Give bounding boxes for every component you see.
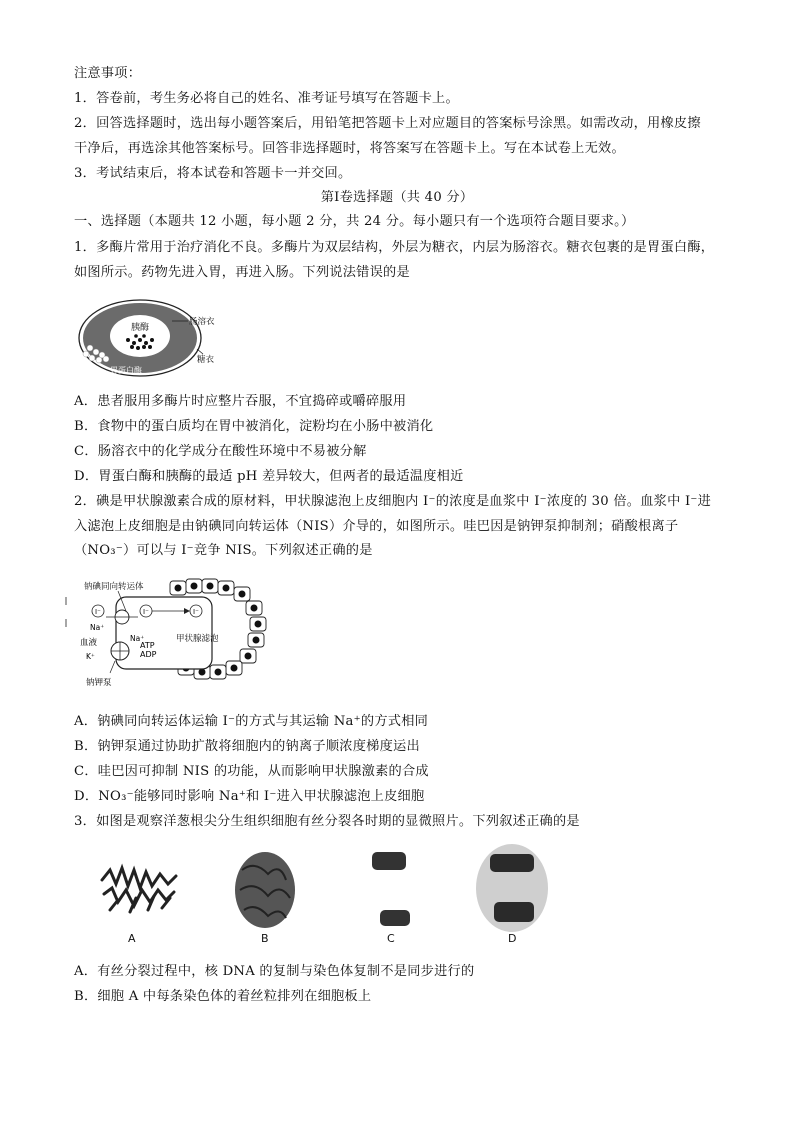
q2-option-d: D．NO₃⁻能够同时影响 Na⁺和 I⁻进入甲状腺滤泡上皮细胞 xyxy=(74,789,425,804)
micrograph-a xyxy=(102,868,176,912)
notice-item-2: 2．回答选择题时，选出每小题答案后，用铅笔把答题卡上对应题目的答案标号涂黑。如需改动，用橡皮擦 xyxy=(74,116,701,131)
iodide-blood-text: I⁻ xyxy=(95,608,101,616)
notice-title: 注意事项： xyxy=(74,66,142,81)
micrograph-c-top xyxy=(372,852,406,870)
micrograph-d-label: D xyxy=(508,932,517,945)
pancreatin-label: 胰酶 xyxy=(131,323,150,333)
micrograph-d-bottom xyxy=(494,902,534,922)
sodium-label-pump: Na⁺ xyxy=(130,634,145,643)
q2-stem-2: 入滤泡上皮细胞是由钠碘同向转运体（NIS）介导的，如图所示。哇巴因是钠钾泵抑制剂；硝酸根离子 xyxy=(74,519,679,534)
part1-title: 第Ⅰ卷选择题（共 40 分） xyxy=(320,190,474,205)
sugar-coat-label: 糖衣 xyxy=(197,355,215,365)
q1-option-c: C．肠溶衣中的化学成分在酸性环境中不易被分解 xyxy=(74,444,367,459)
q2-follicle-figure xyxy=(60,575,270,695)
q2-option-a: A．钠碘同向转运体运输 I⁻的方式与其运输 Na⁺的方式相同 xyxy=(74,714,429,729)
nis-label: 钠碘同向转运体 xyxy=(84,582,144,592)
micrograph-a-label: A xyxy=(128,932,136,945)
iodide-follicle-text: I⁻ xyxy=(193,608,199,616)
blood-label: 血液 xyxy=(80,638,98,648)
inner-core xyxy=(110,315,170,357)
notice-item-1: 1．答卷前，考生务必将自己的姓名、准考证号填写在答题卡上。 xyxy=(74,91,459,106)
iodide-cell-text: I⁻ xyxy=(143,608,149,616)
q3-option-b: B．细胞 A 中每条染色体的着丝粒排列在细胞板上 xyxy=(74,989,372,1004)
micrograph-b-label: B xyxy=(261,932,269,945)
pump-label: 钠钾泵 xyxy=(86,678,112,688)
adp-label: ADP xyxy=(140,650,157,659)
section-heading: 一、选择题（本题共 12 小题，每小题 2 分，共 24 分。每小题只有一个选项符合题目要求。） xyxy=(74,214,635,229)
follicle-label: 甲状腺滤泡 xyxy=(176,634,219,644)
atp-label: ATP xyxy=(140,641,155,650)
notice-item-2-cont: 干净后，再选涂其他答案标号。回答非选择题时，将答案写在答题卡上。写在本试卷上无效。 xyxy=(74,141,625,156)
q1-option-b: B．食物中的蛋白质均在胃中被消化，淀粉均在小肠中被消化 xyxy=(74,419,434,434)
enteric-coat-label: 肠溶衣 xyxy=(189,317,215,327)
potassium-label: K⁺ xyxy=(86,652,95,661)
pepsin-label: 胃蛋白酶 xyxy=(110,366,142,375)
micrograph-c-label: C xyxy=(387,932,395,945)
q3-micrograph-row xyxy=(90,840,560,950)
q3-stem: 3．如图是观察洋葱根尖分生组织细胞有丝分裂各时期的显微照片。下列叙述正确的是 xyxy=(74,814,580,829)
q2-option-c: C．哇巴因可抑制 NIS 的功能，从而影响甲状腺激素的合成 xyxy=(74,764,429,779)
q1-stem-2: 如图所示。药物先进入胃，再进入肠。下列说法错误的是 xyxy=(74,265,410,280)
sodium-label-in: Na⁺ xyxy=(90,623,105,632)
q1-option-d: D．胃蛋白酶和胰酶的最适 pH 差异较大，但两者的最适温度相近 xyxy=(74,469,464,484)
notice-item-3: 3．考试结束后，将本试卷和答题卡一并交回。 xyxy=(74,166,352,181)
q3-option-a: A．有丝分裂过程中，核 DNA 的复制与染色体复制不是同步进行的 xyxy=(74,964,475,979)
q1-option-a: A．患者服用多酶片时应整片吞服，不宜捣碎或嚼碎服用 xyxy=(74,394,407,409)
q1-stem-1: 1．多酶片常用于治疗消化不良。多酶片为双层结构，外层为糖衣，内层为肠溶衣。糖衣包裹的是胃蛋白酶， xyxy=(74,240,715,255)
q2-option-b: B．钠钾泵通过协助扩散将细胞内的钠离子顺浓度梯度运出 xyxy=(74,739,420,754)
micrograph-d-top xyxy=(490,854,534,872)
q2-stem-3: （NO₃⁻）可以与 I⁻竞争 NIS。下列叙述正确的是 xyxy=(74,543,373,558)
micrograph-c-bottom xyxy=(380,910,410,926)
q1-tablet-figure xyxy=(72,296,232,380)
q2-stem-1: 2．碘是甲状腺激素合成的原材料，甲状腺滤泡上皮细胞内 I⁻的浓度是血浆中 I⁻浓度的 30 倍。血浆中 I⁻进 xyxy=(74,494,712,509)
